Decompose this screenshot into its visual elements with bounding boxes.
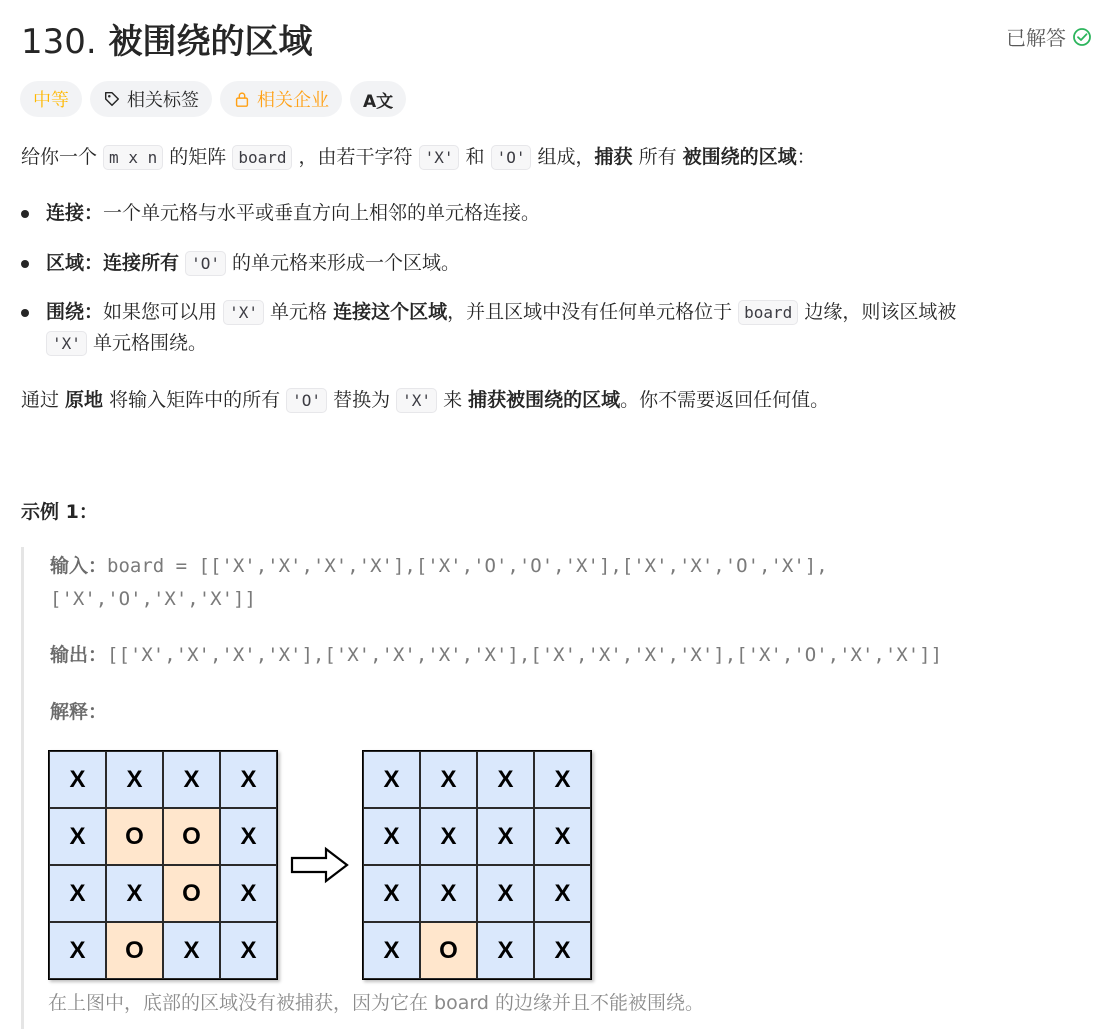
grid-cell: X: [534, 922, 591, 979]
tag-row: [20, 81, 406, 117]
related-companies-label: 相关企业: [257, 90, 329, 111]
grid-cell: X: [220, 751, 277, 808]
grid-cell: O: [163, 865, 220, 922]
bold-text: 围绕：: [46, 301, 104, 323]
tag-icon: [103, 90, 121, 108]
translate-icon: A文: [363, 91, 394, 112]
grid-after: [362, 750, 592, 980]
grid-cell: X: [49, 751, 106, 808]
text: 给你一个: [21, 146, 104, 168]
grid-cell: X: [49, 922, 106, 979]
solved-status: [1006, 22, 1092, 51]
problem-number: 130.: [21, 22, 97, 62]
bullet-connect: [21, 198, 1051, 228]
grid-cell: X: [49, 808, 106, 865]
difficulty-label: 中等: [33, 90, 69, 111]
text: 所有: [632, 146, 683, 168]
description-intro: [21, 142, 816, 173]
grid-cell: X: [477, 922, 534, 979]
text: 的单元格来形成一个区域。: [225, 252, 461, 274]
related-tags-button[interactable]: [90, 81, 212, 117]
grid-cell: X: [163, 751, 220, 808]
grid-cell: X: [363, 751, 420, 808]
example-title: 示例 1：: [21, 501, 98, 523]
inline-code: board: [738, 300, 798, 325]
grid-cell: X: [477, 808, 534, 865]
grid-cell: X: [220, 922, 277, 979]
right-arrow-icon: [290, 846, 350, 884]
grid-cell: X: [420, 808, 477, 865]
bullet-dot: [21, 260, 29, 268]
related-tags-label: 相关标签: [127, 90, 199, 111]
bullet-dot: [21, 309, 29, 317]
text: 组成，: [531, 146, 595, 168]
grid-before: [48, 750, 278, 980]
grid-cell: X: [534, 751, 591, 808]
text: 如果您可以用: [103, 301, 224, 323]
problem-title: [21, 14, 313, 63]
text: 单元格围绕。: [86, 332, 207, 354]
grid-cell: O: [106, 922, 163, 979]
text: 的矩阵: [163, 146, 233, 168]
grid-cell: X: [220, 808, 277, 865]
solved-label: 已解答: [1006, 26, 1066, 50]
input-value: ['X','O','X','X']]: [50, 588, 256, 610]
inline-code: 'X': [419, 145, 460, 170]
example-input: [50, 550, 828, 582]
input-label: 输入：: [50, 555, 108, 577]
example-input-continued: [50, 583, 256, 615]
text: 。你不需要返回任何值。: [620, 389, 830, 411]
grid-cell: X: [163, 922, 220, 979]
grid-cell: X: [49, 865, 106, 922]
bold-text: 被围绕的区域: [682, 146, 797, 168]
grid-cell: O: [163, 808, 220, 865]
grid-cell: X: [477, 751, 534, 808]
output-value: [['X','X','X','X'],['X','X','X','X'],['X','X','X','X'],['X','O','X','X']]: [107, 644, 943, 666]
input-value: board = [['X','X','X','X'],['X','O','O','X'],['X','X','O','X'],: [107, 555, 828, 577]
problem-name: 被围绕的区域: [108, 22, 313, 62]
bullet-dot: [21, 210, 29, 218]
text: 通过: [21, 389, 66, 411]
inline-code: board: [232, 145, 292, 170]
grid-cell: X: [363, 808, 420, 865]
grid-cell: X: [363, 865, 420, 922]
grid-cell: X: [534, 865, 591, 922]
grid-cell: X: [477, 865, 534, 922]
grid-cell: X: [420, 865, 477, 922]
grid-cell: X: [220, 865, 277, 922]
grid-cell: X: [106, 751, 163, 808]
bold-text: 区域：连接所有: [46, 252, 180, 274]
translate-button[interactable]: [350, 81, 406, 117]
bold-text: 连接：: [46, 202, 104, 224]
inline-code: m x n: [103, 145, 163, 170]
example-output: [50, 639, 942, 671]
bold-text: 捕获: [594, 146, 633, 168]
text: 将输入矩阵中的所有: [103, 389, 287, 411]
bullet-surround: [21, 297, 1051, 359]
text: ，并且区域中没有任何单元格位于: [447, 301, 739, 323]
text: 一个单元格与水平或垂直方向上相邻的单元格连接。: [103, 202, 541, 224]
text: ，由若干字符: [292, 146, 419, 168]
explain-label: 解释：: [50, 701, 108, 723]
bullet-region: [21, 248, 1051, 279]
lock-icon: [233, 90, 251, 108]
text: ：: [796, 146, 816, 168]
difficulty-badge: [20, 81, 82, 117]
related-companies-button[interactable]: [220, 81, 342, 117]
bold-text: 捕获被围绕的区域: [468, 389, 621, 411]
inline-code: 'O': [185, 251, 226, 276]
inline-code: 'O': [491, 145, 532, 170]
figure-caption: 在上图中，底部的区域没有被捕获，因为它在 board 的边缘并且不能被围绕。: [48, 992, 704, 1014]
grid-cell: X: [420, 751, 477, 808]
text: 单元格: [263, 301, 334, 323]
text: 来: [437, 389, 469, 411]
inline-code: 'X': [223, 300, 264, 325]
grid-cell: X: [363, 922, 420, 979]
inline-code: 'X': [396, 388, 437, 413]
grid-cell: O: [420, 922, 477, 979]
grid-cell: X: [534, 808, 591, 865]
text: 边缘，则该区域被: [798, 301, 957, 323]
inline-code: 'O': [286, 388, 327, 413]
text: 替换为: [327, 389, 397, 411]
inline-code: 'X': [46, 331, 87, 356]
grid-cell: O: [106, 808, 163, 865]
description-instruction: [21, 385, 829, 416]
grid-cell: X: [106, 865, 163, 922]
check-circle-icon: [1072, 27, 1092, 47]
text: 和: [459, 146, 491, 168]
output-label: 输出：: [50, 644, 108, 666]
bold-text: 原地: [65, 389, 104, 411]
example-explanation: [50, 696, 107, 728]
bold-text: 连接这个区域: [333, 301, 448, 323]
